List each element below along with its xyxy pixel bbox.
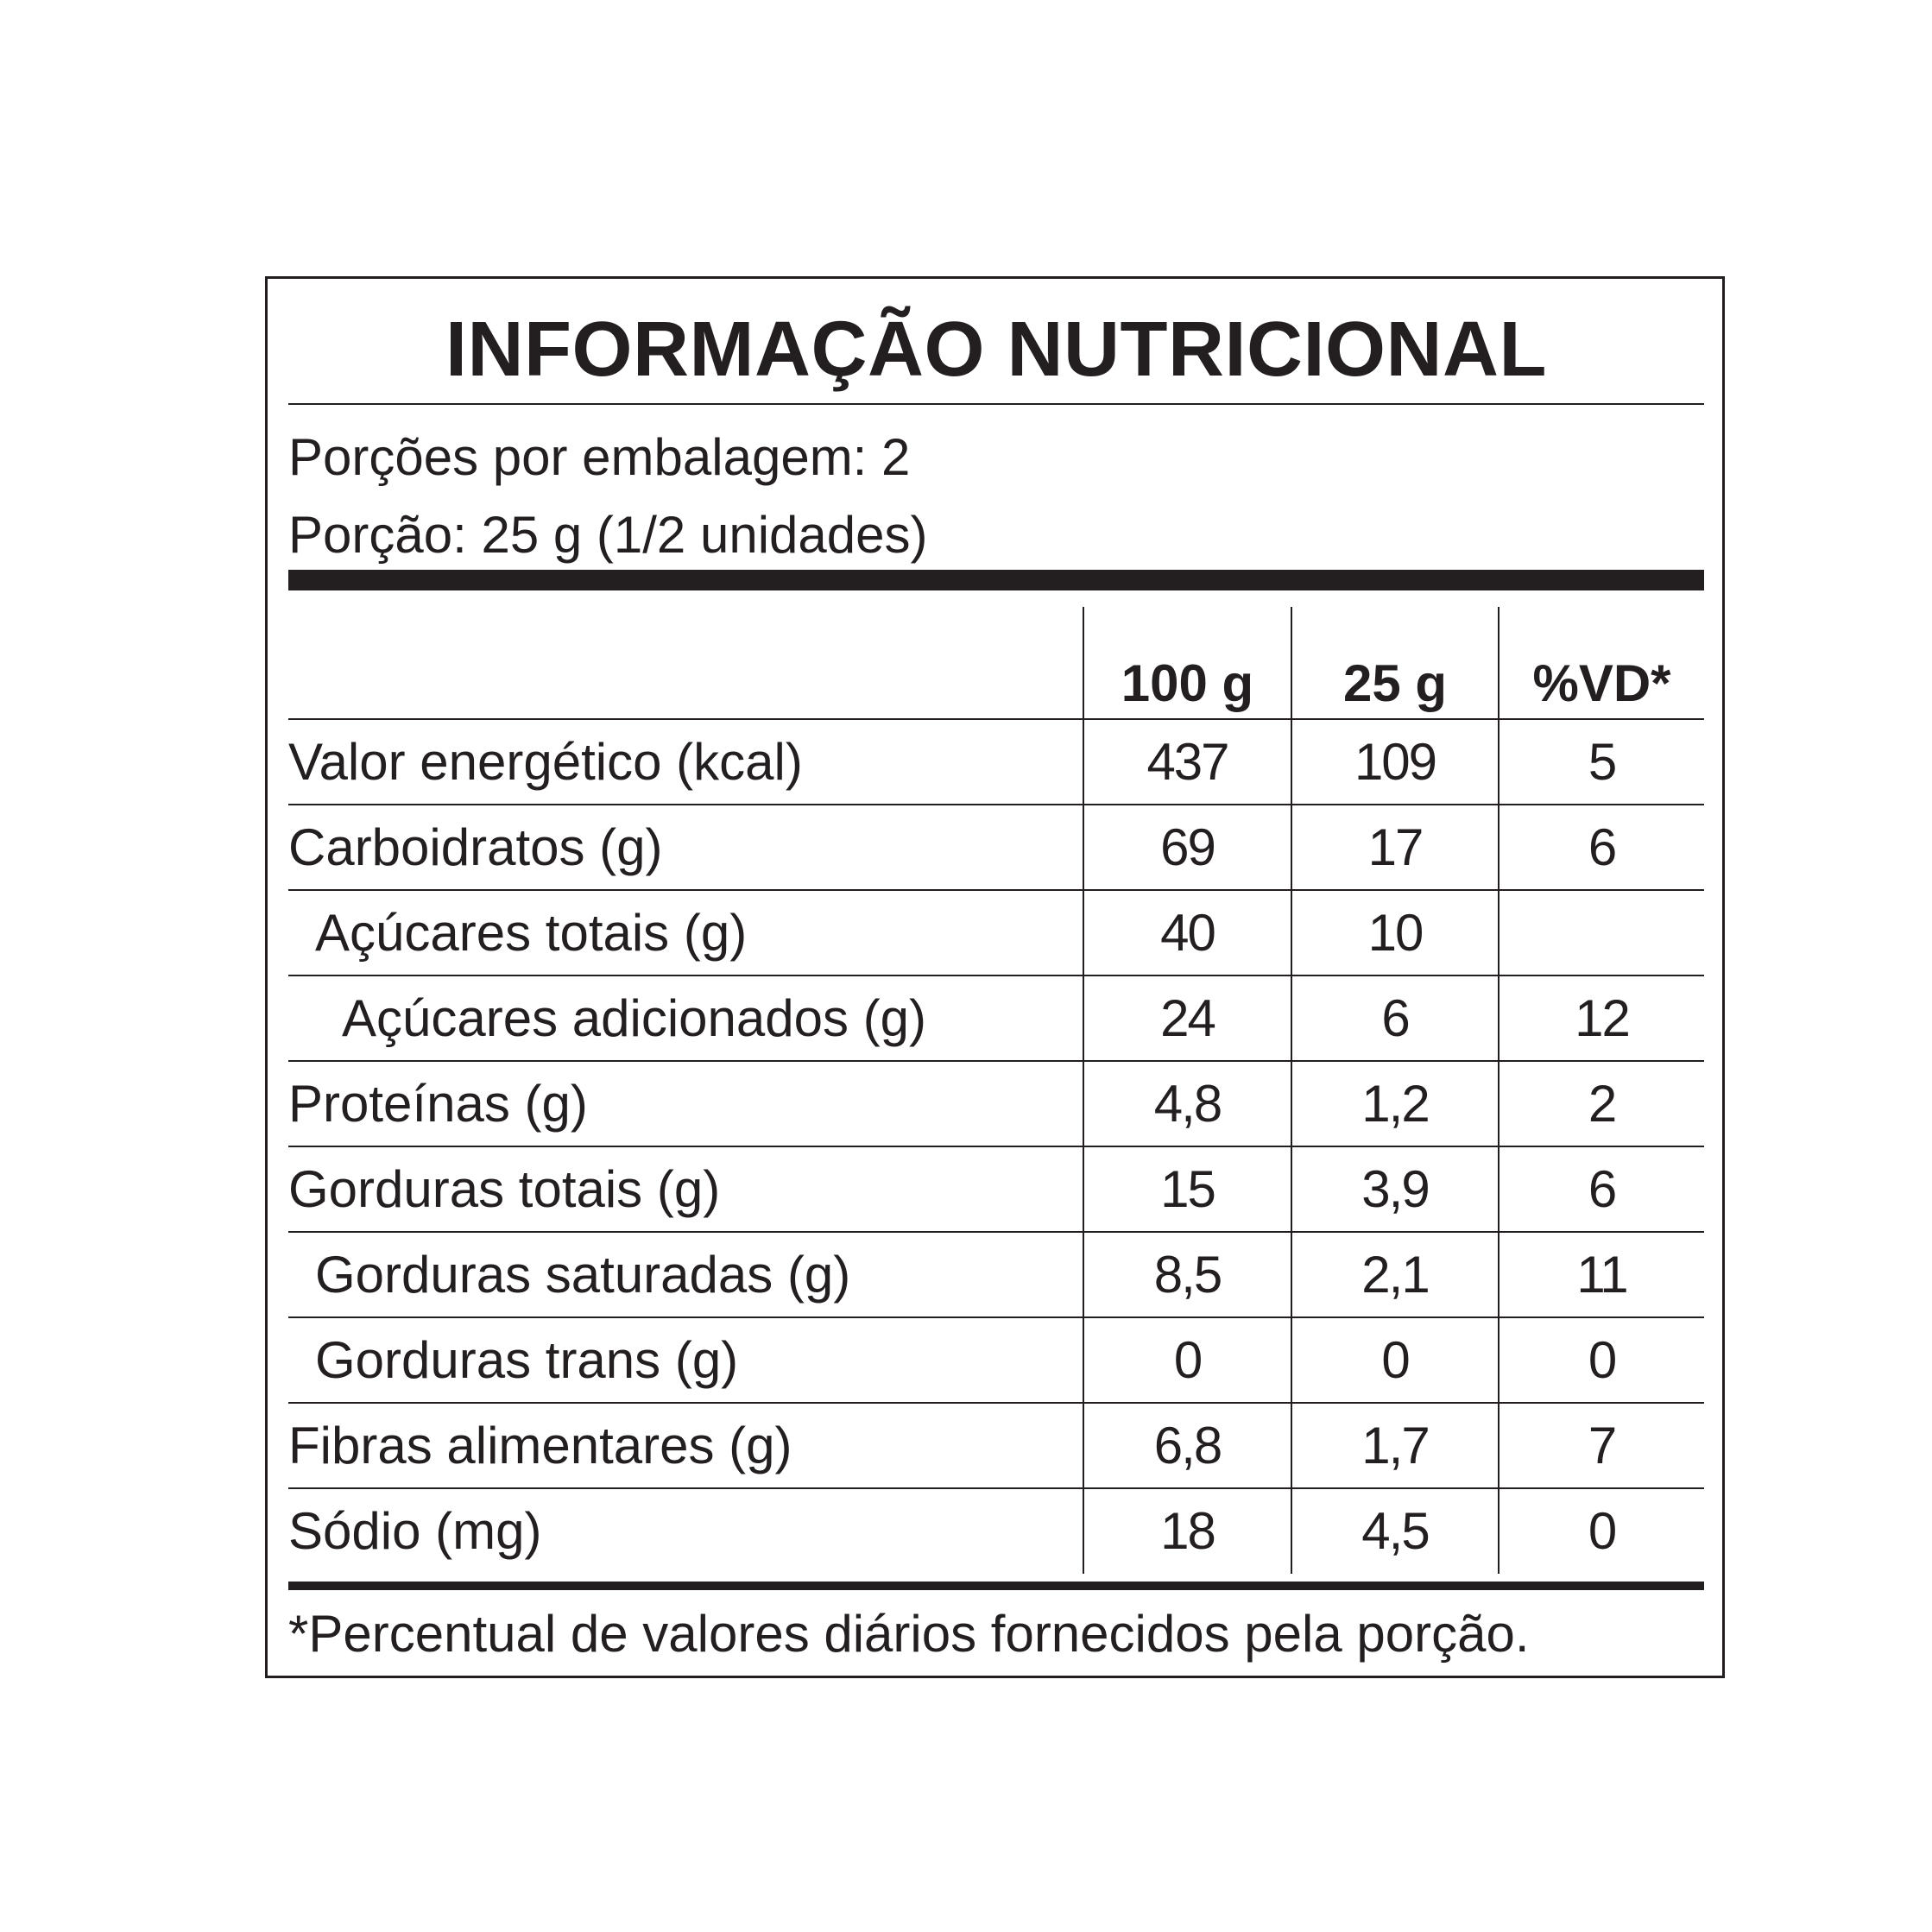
value-per-serving: 6 [1291, 975, 1499, 1061]
table-row [288, 1061, 1704, 1146]
value-per-100g: 24 [1083, 975, 1291, 1061]
value-per-100g: 40 [1083, 890, 1291, 975]
header-per-serving: 25 g [1291, 607, 1499, 719]
nutrition-table [288, 607, 1704, 1574]
value-per-100g: 15 [1083, 1146, 1291, 1232]
header-daily-value: %VD* [1499, 607, 1704, 719]
serving-divider-thick [288, 570, 1704, 590]
value-per-100g: 6,8 [1083, 1403, 1291, 1488]
nutrient-name: Gorduras trans (g) [288, 1317, 1083, 1403]
value-per-100g: 4,8 [1083, 1061, 1291, 1146]
value-per-serving: 1,2 [1291, 1061, 1499, 1146]
nutrient-name: Açúcares adicionados (g) [288, 975, 1083, 1061]
header-per-100g: 100 g [1083, 607, 1291, 719]
table-row [288, 805, 1704, 890]
value-daily: 11 [1499, 1232, 1704, 1317]
value-daily: 0 [1499, 1488, 1704, 1574]
table-row [288, 1146, 1704, 1232]
value-per-serving: 10 [1291, 890, 1499, 975]
title-divider [288, 403, 1704, 405]
footnote: *Percentual de valores diários fornecidos pela porção. [288, 1605, 1530, 1663]
value-per-serving: 4,5 [1291, 1488, 1499, 1574]
value-per-serving: 3,9 [1291, 1146, 1499, 1232]
nutrient-name: Valor energético (kcal) [288, 719, 1083, 805]
nutrition-facts-inner [288, 279, 1704, 1676]
value-per-serving: 109 [1291, 719, 1499, 805]
serving-size: Porção: 25 g (1/2 unidades) [288, 506, 928, 564]
label-title: INFORMAÇÃO NUTRICIONAL [445, 306, 1547, 393]
value-per-serving: 0 [1291, 1317, 1499, 1403]
nutrient-name: Açúcares totais (g) [288, 890, 1083, 975]
nutrient-name: Carboidratos (g) [288, 805, 1083, 890]
nutrient-name: Sódio (mg) [288, 1502, 542, 1560]
value-daily: 2 [1499, 1061, 1704, 1146]
value-per-100g: 437 [1083, 719, 1291, 805]
value-daily: 6 [1499, 805, 1704, 890]
value-daily: 0 [1499, 1317, 1704, 1403]
table-row [288, 719, 1704, 805]
value-per-serving: 1,7 [1291, 1403, 1499, 1488]
servings-per-package: Porções por embalagem: 2 [288, 428, 911, 486]
table-row [288, 1488, 1704, 1574]
table-row [288, 975, 1704, 1061]
table-row [288, 1317, 1704, 1403]
value-daily: 12 [1499, 975, 1704, 1061]
value-per-serving: 2,1 [1291, 1232, 1499, 1317]
value-per-100g: 18 [1083, 1488, 1291, 1574]
nutrient-name: Gorduras totais (g) [288, 1146, 1083, 1232]
value-daily: 7 [1499, 1403, 1704, 1488]
footnote-divider [288, 1582, 1704, 1590]
nutrition-facts-label [265, 276, 1725, 1678]
table-row [288, 890, 1704, 975]
value-per-100g: 8,5 [1083, 1232, 1291, 1317]
value-per-serving: 17 [1291, 805, 1499, 890]
table-header-row [288, 607, 1704, 719]
value-per-100g: 0 [1083, 1317, 1291, 1403]
value-daily: 5 [1499, 719, 1704, 805]
value-daily [1499, 890, 1704, 975]
header-nutrient [288, 607, 1083, 719]
table-row [288, 1403, 1704, 1488]
value-per-100g: 69 [1083, 805, 1291, 890]
nutrient-name: Proteínas (g) [288, 1061, 1083, 1146]
value-daily: 6 [1499, 1146, 1704, 1232]
nutrient-name: Gorduras saturadas (g) [288, 1232, 1083, 1317]
nutrient-name: Fibras alimentares (g) [288, 1403, 1083, 1488]
table-row [288, 1232, 1704, 1317]
